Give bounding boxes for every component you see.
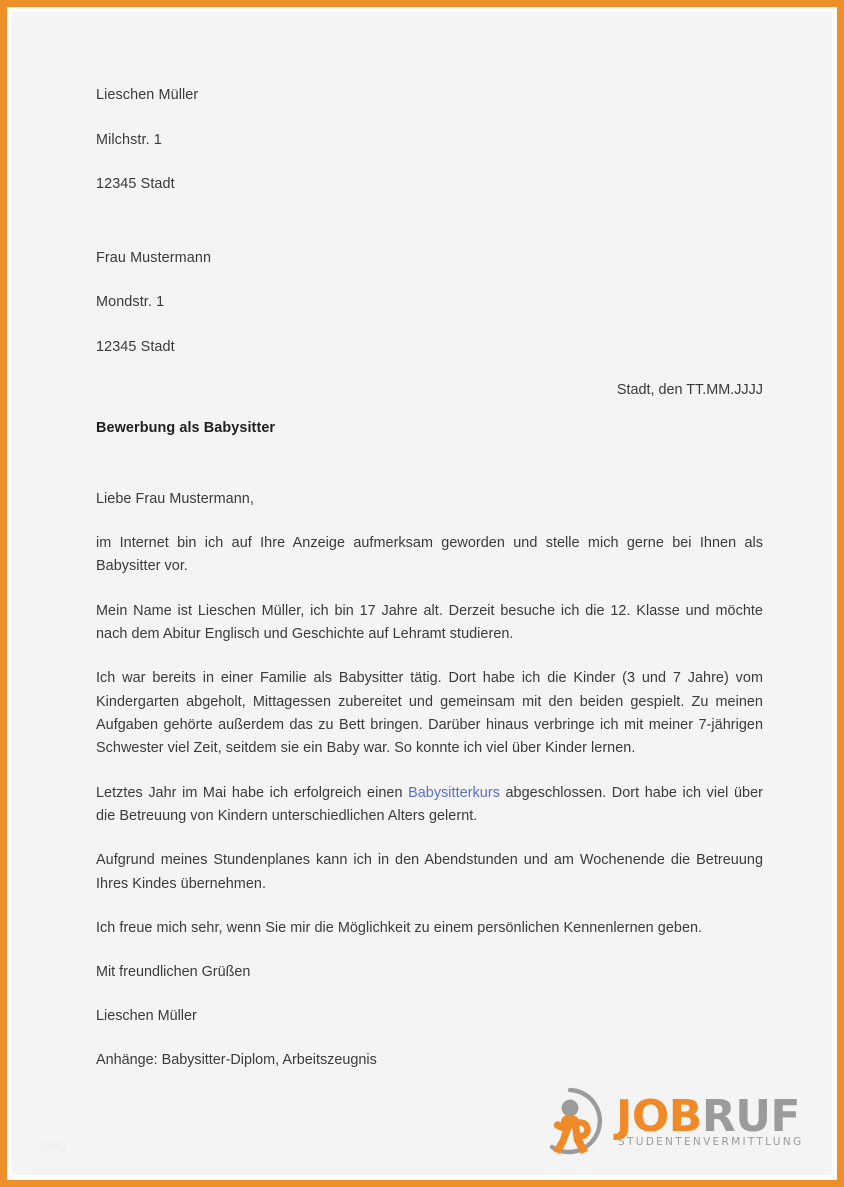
paragraph-experience: Ich war bereits in einer Familie als Babysitter tätig. Dort habe ich die Kinder (3 und 7 Jahre) vom Kindergarten abgeholt, Mittagessen zubereitet und gemeinsam mit den beiden gespielt. Zu meinen Aufgaben gehörte außerdem das zu Bett bringen. Darüber hinaus verbringe ich mit meiner 7-jährigen Schwester viel Zeit, seitdem sie ein Baby war. So konnte ich viel über Kinder lernen. — [96, 670, 763, 757]
jobruf-word-ruf: RUF — [701, 1090, 800, 1142]
course-text-after: abgeschlossen. Dort habe ich viel über die Betreuung von Kindern unterschiedlichen Alters gelernt. — [96, 784, 763, 824]
paragraph-intro: im Internet bin ich auf Ihre Anzeige aufmerksam geworden und stelle mich gerne bei Ihnen als Babysitter vor. — [96, 534, 763, 575]
sender-name: Lieschen Müller — [96, 87, 199, 103]
sender-city: 12345 Stadt — [96, 176, 175, 193]
jobruf-mark-icon — [530, 1081, 610, 1161]
date-line: Stadt, den TT.MM.JJJJ — [616, 381, 763, 398]
letter-content — [96, 85, 763, 1093]
recipient-address-block — [96, 248, 763, 359]
jobruf-word — [616, 1090, 803, 1142]
course-text-before: Letztes Jahr im Mai habe ich erfolgreich einen — [96, 784, 409, 801]
jobruf-word-job: JOB — [616, 1090, 702, 1142]
salutation: Liebe Frau Mustermann, — [96, 490, 254, 507]
signature-name: Lieschen Müller — [96, 1008, 197, 1025]
jobruf-subtitle: STUDENTENVERMITTLUNG — [618, 1136, 804, 1149]
paragraph-closing-request: Ich freue mich sehr, wenn Sie mir die Möglichkeit zu einem persönlichen Kennenlernen geben. — [96, 919, 703, 936]
recipient-street: Mondstr. 1 — [96, 294, 165, 311]
attachments-line: Anhänge: Babysitter-Diplom, Arbeitszeugnis — [96, 1052, 377, 1069]
babysitterkurs-link[interactable]: Babysitterkurs — [408, 784, 500, 801]
paragraph-availability: Aufgrund meines Stundenplanes kann ich in den Abendstunden und am Wochenende die Betreuung Ihres Kindes übernehmen. — [96, 852, 763, 892]
page-watermark: blog — [43, 1138, 66, 1152]
sender-address-block — [96, 85, 763, 196]
paragraph-course — [96, 782, 763, 829]
closing-greeting: Mit freundlichen Grüßen — [96, 964, 251, 981]
jobruf-logo — [530, 1080, 804, 1162]
recipient-city: 12345 Stadt — [96, 339, 175, 356]
subject-spacer — [96, 436, 763, 488]
paragraph-about-me: Mein Name ist Lieschen Müller, ich bin 17 Jahre alt. Derzeit besuche ich die 12. Klasse und möchte nach dem Abitur Englisch und Geschichte auf Lehramt studieren. — [96, 602, 763, 642]
sender-street: Milchstr. 1 — [96, 131, 162, 148]
recipient-name: Frau Mustermann — [96, 249, 212, 266]
jobruf-wordmark — [616, 1090, 804, 1149]
subject-line: Bewerbung als Babysitter — [96, 419, 276, 436]
address-spacer — [96, 219, 763, 248]
